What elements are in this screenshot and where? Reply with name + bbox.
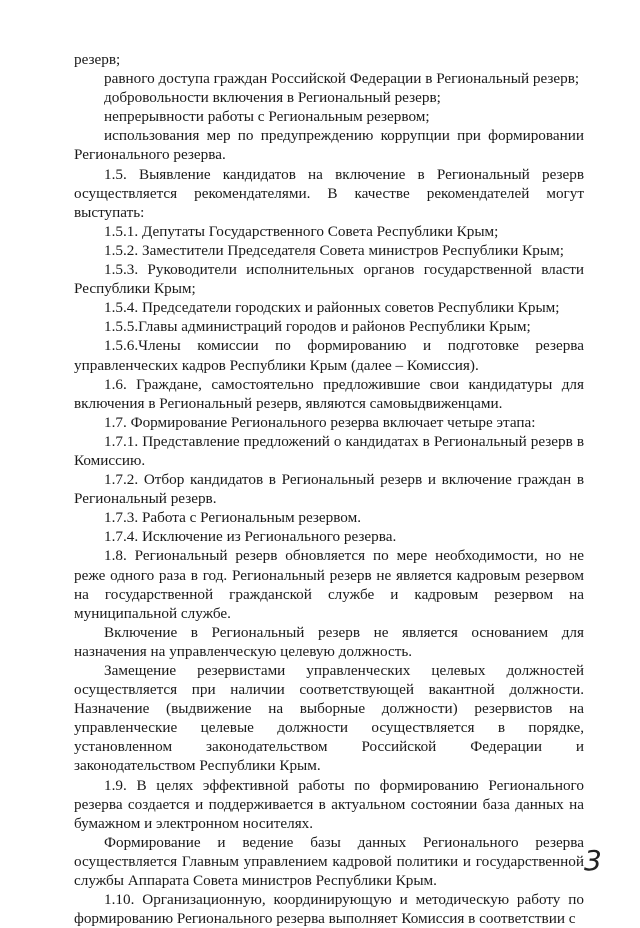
paragraph-1-5-5: 1.5.5.Главы администраций городов и районов Республики Крым; [104, 318, 531, 336]
paragraph-continuation: резерв; [74, 51, 121, 68]
paragraph-1-7-3: 1.7.3. Работа с Региональным резервом. [104, 509, 361, 527]
paragraph-1-5: 1.5. Выявление кандидатов на включение в Региональный резерв осуществляется рекомендателями. В качестве рекомендателей могут выступать: [74, 165, 584, 221]
paragraph-1-9: 1.9. В целях эффективной работы по формированию Регионального резерва создается и поддерживается в актуальном состоянии база данных на бумажном и электронном носителях. [74, 776, 584, 832]
paragraph-1-10: 1.10. Организационную, координирующую и методическую работу по формированию Регионального резерва выполняет Комиссия в соответствии с [74, 891, 584, 928]
paragraph-replacement: Замещение резервистами управленческих целевых должностей осуществляется при наличии соответствующей вакантной должности. Назначение (выдвижение на выборные должности) резервистов на управленческие целевые должности осуществляется в порядке, установленном законодательством Российской Федерации и законодательством Республики Крым. [74, 662, 584, 775]
paragraph-equal-access: равного доступа граждан Российской Федерации в Региональный резерв; [104, 70, 580, 88]
paragraph-1-5-2: 1.5.2. Заместители Председателя Совета министров Республики Крым; [104, 241, 564, 259]
paragraph-voluntary: добровольности включения в Региональный резерв; [104, 89, 441, 107]
paragraph-continuity: непрерывности работы с Региональным резервом; [104, 108, 430, 126]
paragraph-1-5-4: 1.5.4. Председатели городских и районных советов Республики Крым; [104, 299, 560, 317]
paragraph-1-7-2: 1.7.2. Отбор кандидатов в Региональный резерв и включение граждан в Региональный резерв. [74, 471, 584, 508]
paragraph-1-8: 1.8. Региональный резерв обновляется по мере необходимости, но не реже одного раза в год. Региональный резерв не является кадровым резервом на государственной гражданской службе и кадровым резервом на муниципальной службе. [74, 547, 584, 622]
page-number: 3 [584, 844, 602, 877]
paragraph-1-7: 1.7. Формирование Регионального резерва включает четыре этапа: [104, 413, 536, 431]
paragraph-1-7-4: 1.7.4. Исключение из Регионального резерва. [104, 528, 397, 546]
paragraph-anticorruption: использования мер по предупреждению коррупции при формировании Регионального резерва. [74, 127, 584, 164]
paragraph-1-7-1: 1.7.1. Представление предложений о кандидатах в Региональный резерв в Комиссию. [74, 432, 584, 469]
paragraph-1-5-1: 1.5.1. Депутаты Государственного Совета Республики Крым; [104, 222, 499, 240]
paragraph-inclusion: Включение в Региональный резерв не является основанием для назначения на управленческую целевую должность. [74, 623, 584, 660]
document-page [74, 50, 584, 928]
paragraph-1-6: 1.6. Граждане, самостоятельно предложившие свои кандидатуры для включения в Региональный резерв, являются самовыдвиженцами. [74, 375, 584, 412]
paragraph-database: Формирование и ведение базы данных Регионального резерва осуществляется Главным управлением кадровой политики и государственной службы Аппарата Совета министров Республики Крым. [74, 833, 584, 890]
paragraph-1-5-3: 1.5.3. Руководители исполнительных органов государственной власти Республики Крым; [74, 261, 584, 298]
paragraph-1-5-6: 1.5.6.Члены комиссии по формированию и подготовке резерва управленческих кадров Республики Крым (далее – Комиссия). [74, 337, 584, 374]
